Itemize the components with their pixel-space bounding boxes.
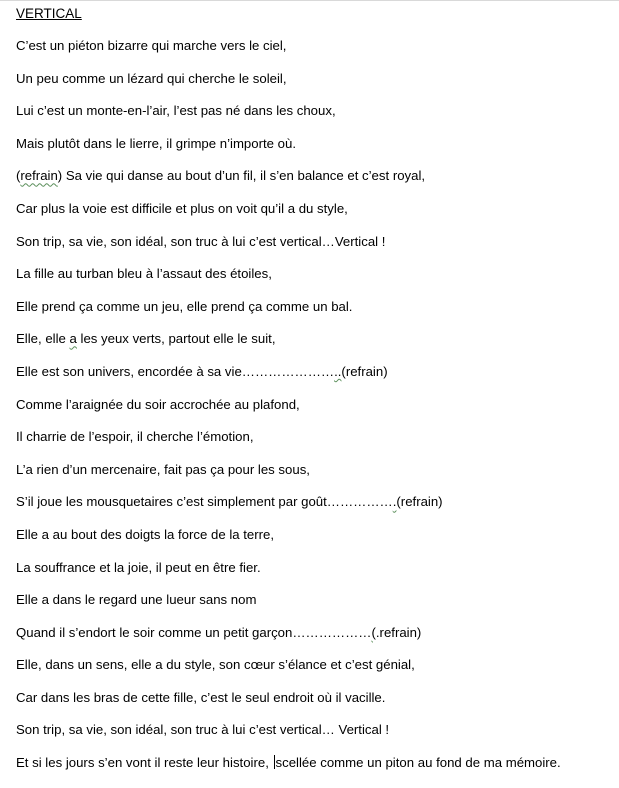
poem-line[interactable] [16,103,616,136]
poem-line[interactable] [16,592,616,625]
poem-line[interactable] [16,364,616,397]
poem-line[interactable] [16,690,616,723]
line-text: Comme l’araignée du soir accrochée au plafond, [16,396,300,412]
poem-line[interactable] [16,38,616,71]
line-text: (refrain) [341,363,388,379]
spellcheck-marked-text[interactable]: a [69,331,77,347]
line-text: ) Sa vie qui danse au bout d’un fil, il s’en balance et c’est royal, [57,168,426,184]
line-text: Quand il s’endort le soir comme un petit garçon……………… [16,624,372,640]
page-top-edge [0,0,619,1]
line-text: Mais plutôt dans le lierre, il grimpe n’importe où. [16,135,296,151]
poem-line[interactable] [16,722,616,755]
line-text: Elle est son univers, encordée à sa vie………………… [16,363,335,379]
poem-line[interactable] [16,299,616,332]
line-text: scellée comme un piton au fond de ma mémoire. [275,755,561,771]
line-text: Son trip, sa vie, son idéal, son truc à lui c’est vertical…Vertical ! [16,233,386,249]
line-text: Son trip, sa vie, son idéal, son truc à lui c’est vertical… Vertical ! [16,722,390,738]
line-text: Elle a dans le regard une lueur sans nom [16,592,257,608]
poem-line[interactable] [16,234,616,267]
poem-line[interactable] [16,560,616,593]
spellcheck-marked-text[interactable]: ( [371,624,376,640]
line-text: .refrain) [375,624,422,640]
spellcheck-marked-text[interactable]: refrain [20,168,58,184]
poem-line[interactable] [16,527,616,560]
poem-title[interactable]: VERTICAL [16,6,82,21]
poem-line[interactable] [16,397,616,430]
poem-body[interactable] [16,38,616,788]
poem-line[interactable] [16,136,616,169]
line-text: La fille au turban bleu à l’assaut des étoiles, [16,266,272,282]
poem-line[interactable] [16,331,616,364]
line-text: C’est un piéton bizarre qui marche vers le ciel, [16,38,287,53]
line-text: Car plus la voie est difficile et plus on voit qu’il a du style, [16,200,348,216]
line-text: les yeux verts, partout elle le suit, [76,331,276,347]
line-text: (refrain) [396,494,443,510]
line-text: ( [16,168,21,184]
line-text: Lui c’est un monte-en-l’air, l’est pas né dans les choux, [16,103,336,119]
line-text: Un peu comme un lézard qui cherche le soleil, [16,70,287,86]
spellcheck-marked-text[interactable]: . [392,494,397,510]
line-text: Elle prend ça comme un jeu, elle prend ça comme un bal. [16,298,353,314]
line-text: S’il joue les mousquetaires c’est simplement par goût…………… [16,494,393,510]
poem-line[interactable] [16,168,616,201]
spellcheck-marked-text[interactable]: .. [334,363,342,379]
line-text: L’a rien d’un mercenaire, fait pas ça pour les sous, [16,461,310,477]
poem-line[interactable] [16,625,616,658]
poem-line[interactable] [16,657,616,690]
poem-line[interactable] [16,755,616,788]
poem-line[interactable] [16,201,616,234]
poem-line[interactable] [16,494,616,527]
line-text: Elle, dans un sens, elle a du style, son cœur s’élance et c’est génial, [16,657,415,673]
line-text: Elle a au bout des doigts la force de la terre, [16,526,275,542]
poem-line[interactable] [16,429,616,462]
poem-line[interactable] [16,266,616,299]
line-text: La souffrance et la joie, il peut en être fier. [16,559,261,575]
poem-line[interactable] [16,71,616,104]
line-text: Elle, elle [16,331,70,347]
line-text: Il charrie de l’espoir, il cherche l’émotion, [16,429,254,445]
line-text: Et si les jours s’en vont il reste leur histoire, [16,755,273,771]
text-cursor [274,755,275,769]
line-text: Car dans les bras de cette fille, c’est le seul endroit où il vacille. [16,689,386,705]
poem-line[interactable] [16,462,616,495]
